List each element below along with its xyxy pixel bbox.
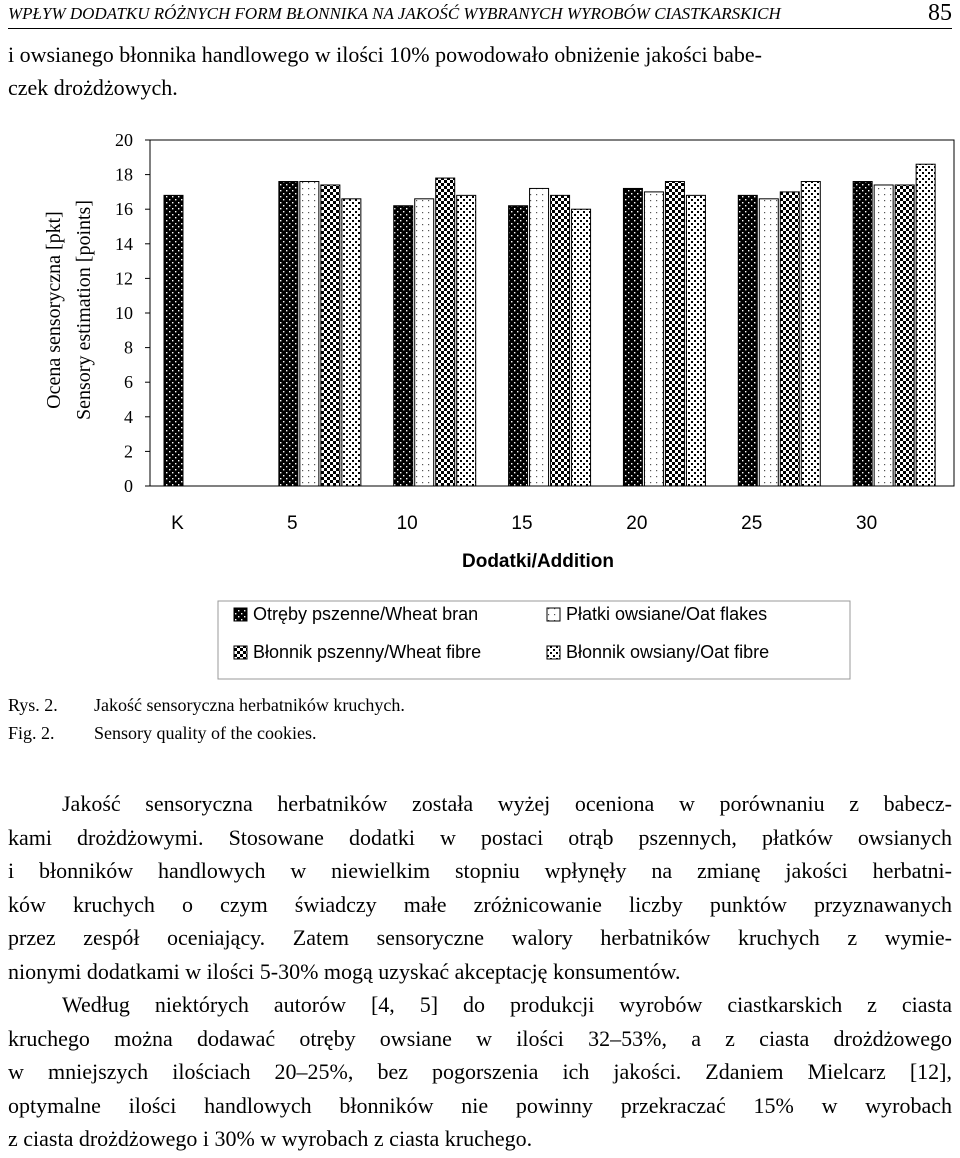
x-axis-ticks [171, 513, 877, 534]
y-axis-label-line-2: Sensory estimation [points] [73, 200, 95, 420]
bar [853, 182, 872, 486]
x-axis-label: Dodatki/Addition [462, 551, 614, 572]
bar [279, 182, 298, 486]
paragraph-2-line: Według niektórych autorów [4, 5] do produkcji wyrobów ciastkarskich z ciasta [62, 992, 952, 1017]
bar [300, 182, 319, 486]
paragraph-2-line: w mniejszych ilościach 20–25%, bez pogorszenia ich jakości. Zdaniem Mielcarz [12], [8, 1059, 952, 1085]
bar [551, 195, 570, 486]
intro-line-2: czek drożdżowych. [8, 75, 178, 100]
y-tick-label: 14 [115, 233, 133, 254]
bar-chart [0, 120, 960, 690]
x-tick-label: 20 [626, 513, 648, 534]
bar [436, 178, 455, 486]
paragraph-2-line: z ciasta drożdżowego i 30% w wyrobach z ciasta kruchego. [8, 1126, 533, 1152]
bar [457, 195, 476, 486]
bar [759, 199, 778, 486]
bar [415, 199, 434, 486]
legend [218, 601, 850, 679]
figure-caption-pl: Jakość sensoryczna herbatników kruchych. [94, 695, 405, 715]
bar [530, 188, 549, 486]
x-tick-label: K [171, 513, 184, 534]
figure-rys-label: Rys. 2. [8, 695, 58, 715]
x-tick-label: 10 [396, 513, 418, 534]
y-tick-label: 4 [124, 406, 133, 427]
bars [164, 164, 935, 486]
bar [801, 182, 820, 486]
paragraph-1-line: nionymi dodatkami w ilości 5-30% mogą uzyskać akceptację konsumentów. [8, 958, 681, 984]
bar [321, 185, 340, 486]
y-axis-label-line-1: Ocena sensoryczna [pkt] [43, 211, 65, 409]
bar [394, 206, 413, 486]
running-header [8, 2, 952, 29]
intro-line-1: i owsianego błonnika handlowego w ilości 10% powodowało obniżenie jakości babe- [8, 42, 762, 67]
y-tick-label: 12 [115, 268, 133, 289]
legend-label: Błonnik pszenny/Wheat fibre [253, 642, 482, 662]
legend-label: Otręby pszenne/Wheat bran [253, 604, 479, 624]
y-tick-label: 6 [124, 372, 133, 393]
legend-swatch [547, 646, 560, 659]
paragraph-1 [8, 787, 952, 989]
y-tick-label: 16 [115, 199, 133, 220]
x-tick-label: 30 [856, 513, 878, 534]
paragraph-2-line: kruchego można dodawać otręby owsiane w ilości 32–53%, a z ciasta drożdżowego [8, 1025, 952, 1051]
legend-swatch [547, 608, 560, 621]
bar [623, 188, 642, 486]
paragraph-2-line: optymalne ilości handlowych błonników nie powinny przekraczać 15% w wyrobach [8, 1092, 952, 1118]
y-tick-label: 0 [124, 476, 133, 496]
legend-swatch [234, 608, 247, 621]
bar [665, 182, 684, 486]
x-tick-label: 25 [741, 513, 763, 534]
y-tick-label: 8 [124, 337, 133, 358]
paragraph-2 [8, 988, 952, 1156]
bar [895, 185, 914, 486]
x-tick-label: 15 [511, 513, 533, 534]
figure-caption-en: Sensory quality of the cookies. [94, 723, 317, 743]
paragraph-1-line: ków kruchych o czym świadczy małe zróżnicowanie liczby punktów przyznawanych [8, 891, 952, 917]
paragraph-1-line: Jakość sensoryczna herbatników została wyżej oceniona w porównaniu z babecz- [62, 791, 952, 816]
y-tick-label: 10 [115, 303, 133, 323]
bar [164, 195, 183, 486]
y-tick-label: 2 [124, 441, 133, 462]
paragraph-1-line: przez zespół oceniający. Zatem sensoryczne walory herbatników kruchych z wymie- [8, 925, 952, 951]
page-number: 85 [928, 0, 952, 26]
bar [644, 192, 663, 486]
legend-swatch [234, 646, 247, 659]
y-axis-ticks [115, 130, 150, 496]
bar [738, 195, 757, 486]
y-tick-label: 18 [115, 164, 133, 185]
bar [509, 206, 528, 486]
bar [572, 209, 591, 486]
bar [686, 195, 705, 486]
x-tick-label: 5 [286, 513, 298, 534]
legend-label: Błonnik owsiany/Oat fibre [566, 642, 770, 662]
figure-fig-label: Fig. 2. [8, 723, 55, 743]
bar [342, 199, 361, 486]
paragraph-1-line: i błonników handlowych w niewielkim stopniu wpłynęły na zmianę jakości herbatni- [8, 858, 952, 884]
legend-label: Płatki owsiane/Oat flakes [566, 604, 768, 624]
running-title: WPŁYW DODATKU RÓŻNYCH FORM BŁONNIKA NA JAKOŚĆ WYBRANYCH WYROBÓW CIASTKARSKICH [8, 4, 781, 23]
bar [916, 164, 935, 486]
paragraph-1-line: kami drożdżowymi. Stosowane dodatki w postaci otrąb pszennych, płatków owsianych [8, 824, 952, 850]
y-tick-label: 20 [115, 130, 133, 150]
bar [780, 192, 799, 486]
bar [874, 185, 893, 486]
